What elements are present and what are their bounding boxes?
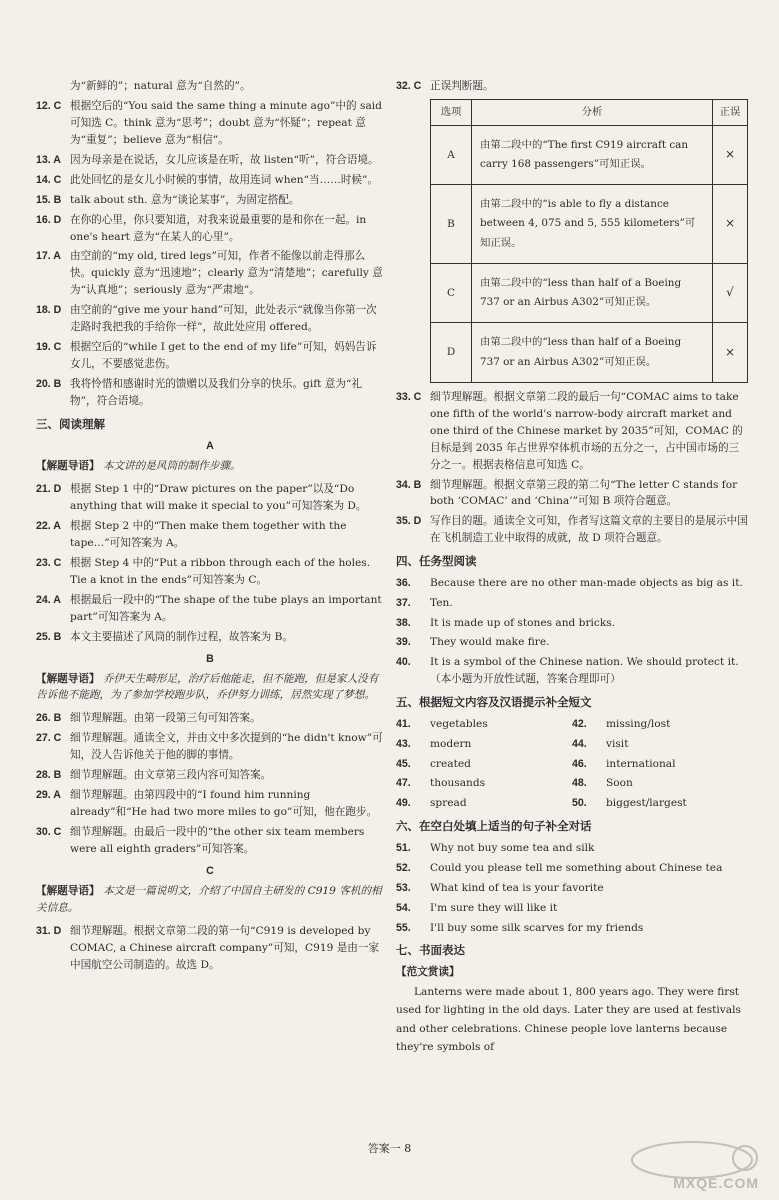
table-cell-analysis: 由第二段中的“less than half of a Boeing 737 or an Airbus A302”可知正误。 [472, 263, 713, 323]
watermark-logo [617, 1138, 767, 1194]
answer-text: 写作目的题。通读全文可知，作者写这篇文章的主要目的是展示中国在飞机制造工业中取得的成就，故 D 项符合题意。 [430, 515, 748, 545]
answer-grid-fill-in [396, 716, 748, 813]
answer-number: 52. [396, 861, 411, 874]
left-column [36, 78, 384, 977]
answer-number: 20. B [36, 378, 62, 390]
answer-text: They would make fire. [430, 636, 550, 649]
answer-text: talk about sth. 意为“谈论某事”，为固定搭配。 [70, 193, 300, 206]
answer-item [572, 775, 748, 792]
judgement-table [430, 99, 748, 383]
answer-item [36, 339, 384, 373]
answer-number: 41. [396, 717, 411, 730]
guide-tag: 【解题导语】 [36, 884, 100, 897]
answer-number: 55. [396, 921, 411, 934]
answer-item [36, 172, 384, 189]
answer-list-task [396, 575, 748, 689]
answer-item [396, 595, 748, 612]
answer-text: 根据空后的“You said the same thing a minute ago”中的 said 可知选 C。think 意为“思考”；doubt 意为“怀疑”；repeat 意为“重复”；believe 意为“相信”。 [70, 99, 382, 146]
answer-pair-row [396, 795, 748, 812]
answer-text: modern [430, 737, 472, 750]
answer-text: Soon [606, 777, 633, 790]
table-cell-analysis: 由第二段中的“less than half of a Boeing 737 or an Airbus A302”可知正误。 [472, 323, 713, 383]
answer-item [36, 302, 384, 336]
answer-item [396, 575, 748, 592]
answer-number: 45. [396, 757, 411, 770]
answer-number: 44. [572, 737, 587, 750]
answer-item [36, 923, 384, 974]
answer-list-c [36, 923, 384, 974]
table-header: 分析 [472, 99, 713, 125]
answer-text: international [606, 757, 676, 770]
section-heading-dialogue: 六、在空白处填上适当的句子补全对话 [396, 819, 592, 834]
answer-number: 28. B [36, 769, 62, 782]
answer-item [396, 716, 572, 733]
answer-text: Ten. [430, 596, 453, 609]
answer-number: 30. C [36, 826, 62, 839]
continued-text: 为“新鲜的”；natural 意为“自然的”。 [70, 80, 251, 92]
table-row [431, 263, 748, 323]
sample-essay-heading: 【范文赏读】 [396, 965, 460, 978]
answer-text: 细节理解题。由最后一段中的“the other six team members were all eighth graders”可知答案。 [70, 826, 365, 855]
guide-tag: 【解题导语】 [36, 460, 100, 473]
answer-text: I'm sure they will like it [430, 901, 558, 914]
answer-number: 23. C [36, 556, 62, 569]
answer-number: 32. C [396, 80, 422, 92]
table-header: 选项 [431, 99, 472, 125]
answer-text: Because there are no other man-made objects as big as it. [430, 576, 743, 589]
right-column [396, 78, 748, 1057]
table-header: 正误 [713, 99, 748, 125]
table-cell-option: A [431, 125, 472, 185]
answer-number: 15. B [36, 193, 62, 206]
answer-item [396, 654, 748, 688]
section-heading-writing: 七、书面表达 [396, 943, 465, 958]
answer-number: 19. C [36, 341, 62, 354]
answer-item [36, 629, 384, 646]
answer-list-reading-c [396, 389, 748, 547]
answer-text: 根据 Step 4 中的“Put a ribbon through each of the holes. Tie a knot in the ends”可知答案为 C。 [70, 556, 371, 586]
answer-item [572, 716, 748, 733]
section-heading-task-reading: 四、任务型阅读 [396, 554, 477, 569]
table-cell-verdict: × [713, 323, 748, 383]
answer-item [36, 98, 384, 149]
answer-text: 细节理解题。由第四段中的“I found him running already”和“He had two more miles to go”可知，他在跑步。 [70, 789, 378, 819]
answer-list-a [36, 481, 384, 645]
answer-item [36, 212, 384, 246]
answer-text: 根据空后的“while I get to the end of my life”可知，妈妈告诉女儿，不要感觉悲伤。 [70, 341, 377, 371]
answer-item [572, 756, 748, 773]
answer-number: 43. [396, 737, 411, 750]
table-cell-option: B [431, 185, 472, 264]
answer-number: 25. B [36, 630, 62, 643]
answer-item [396, 78, 748, 95]
guide-text: 本文是一篇说明文，介绍了中国自主研发的 C919 客机的相关信息。 [36, 884, 382, 914]
answer-number: 16. D [36, 213, 62, 226]
answer-text: It is made up of stones and bricks. [430, 616, 616, 629]
answer-number: 13. A [36, 153, 61, 166]
answer-number: 38. [396, 616, 411, 629]
page-footer: 答案一 8 [367, 1142, 412, 1155]
answer-number: 37. [396, 596, 411, 609]
table-cell-option: D [431, 323, 472, 383]
table-body [431, 125, 748, 382]
answer-item [396, 920, 748, 937]
answer-item [396, 775, 572, 792]
answer-number: 31. D [36, 924, 62, 937]
answer-item [396, 860, 748, 877]
answer-item [396, 795, 572, 812]
answer-text: biggest/largest [606, 797, 687, 810]
answer-item [572, 795, 748, 812]
answer-number: 46. [572, 757, 587, 770]
answer-number: 29. A [36, 789, 61, 802]
answer-number: 40. [396, 656, 411, 669]
answer-item [36, 592, 384, 626]
answer-text: 此处回忆的是女儿小时候的事情，故用连词 when“当……时候”。 [70, 173, 379, 186]
answer-item [396, 840, 748, 857]
answer-text: 根据 Step 2 中的“Then make them together with the tape…”可知答案为 A。 [70, 520, 347, 549]
answer-number: 34. B [396, 478, 422, 491]
answer-pair-row [396, 716, 748, 733]
answer-number: 50. [572, 797, 587, 810]
answer-text: 细节理解题。由第一段第三句可知答案。 [70, 712, 261, 725]
answer-text: 本文主要描述了风筒的制作过程，故答案为 B。 [70, 630, 294, 643]
passage-letter-a: A [206, 440, 214, 453]
answer-text: 在你的心里，你只要知道，对我来说最重要的是和你在一起。in one's heart 意为“在某人的心里”。 [70, 213, 367, 243]
answer-text: 我将怜惜和感谢时光的馈赠以及我们分享的快乐。gift 意为“礼物”，符合语境。 [70, 378, 362, 407]
answer-number: 51. [396, 841, 411, 854]
guide-text: 乔伊天生畸形足，治疗后他能走，但不能跑，但是家人没有告诉他不能跑，为了参加学校跑步队，乔伊努力训练，居然实现了梦想。 [36, 672, 379, 702]
answer-item [396, 477, 748, 511]
answer-number: 33. C [396, 390, 422, 403]
answer-number: 54. [396, 901, 411, 914]
guide-text: 本文讲的是风筒的制作步骤。 [102, 460, 241, 473]
answer-text: thousands [430, 777, 486, 790]
guide-b [36, 671, 384, 705]
answer-number: 21. D [36, 483, 62, 496]
answer-item [396, 880, 748, 897]
answer-item [396, 634, 748, 651]
passage-letter-c: C [206, 864, 214, 877]
table-cell-analysis: 由第二段中的“The first C919 aircraft can carry 168 passengers”可知正误。 [472, 125, 713, 185]
answer-text: vegetables [430, 717, 488, 730]
answer-text: 细节理解题。根据文章第三段的第二句“The letter C stands for both ‘COMAC’ and ‘China’”可知 B 项符合题意。 [430, 478, 738, 508]
table-cell-analysis: 由第二段中的“is able to fly a distance between 4, 075 and 5, 555 kilometers”可知正误。 [472, 185, 713, 264]
answer-item [36, 730, 384, 764]
answer-item [396, 900, 748, 917]
answer-text: It is a symbol of the Chinese nation. We should protect it.（本小题为开放性试题，答案合理即可） [430, 656, 739, 686]
answer-item [36, 152, 384, 169]
answer-text: 细节理解题。根据文章第二段的第一句“C919 is developed by COMAC, a Chinese aircraft company”可知，C919 是由一家中国航空公司制造的。故选 D。 [70, 924, 380, 971]
section-heading-fill-in: 五、根据短文内容及汉语提示补全短文 [396, 695, 592, 710]
answer-text: I'll buy some silk scarves for my friends [430, 921, 644, 934]
answer-item [36, 192, 384, 209]
answer-list-cloze [36, 98, 384, 410]
answer-pair-row [396, 775, 748, 792]
answer-item [36, 248, 384, 299]
guide-a [36, 458, 384, 475]
answer-item [36, 481, 384, 515]
answer-item [396, 736, 572, 753]
answer-text: 细节理解题。由文章第三段内容可知答案。 [70, 769, 272, 782]
answer-number: 22. A [36, 520, 61, 533]
answer-text: Why not buy some tea and silk [430, 841, 595, 854]
answer-item [396, 513, 748, 547]
answer-text: 正误判断题。 [430, 80, 494, 92]
answer-text: 因为母亲是在说话，女儿应该是在听，故 listen“听”，符合语境。 [70, 153, 379, 166]
answer-text: 根据最后一段中的“The shape of the tube plays an important part”可知答案为 A。 [70, 593, 382, 623]
answer-item [396, 389, 748, 474]
answer-item [36, 376, 384, 410]
guide-tag: 【解题导语】 [36, 672, 100, 685]
answer-list-b [36, 710, 384, 858]
answer-number: 27. C [36, 732, 62, 745]
table-row [431, 125, 748, 185]
table-header-row [431, 99, 748, 125]
answer-number: 47. [396, 777, 411, 790]
answer-number: 36. [396, 576, 411, 589]
passage-letter-b: B [206, 652, 214, 665]
table-cell-verdict: √ [713, 263, 748, 323]
table-cell-option: C [431, 263, 472, 323]
answer-item [36, 555, 384, 589]
answer-number: 35. D [396, 515, 422, 528]
answer-text: 细节理解题。根据文章第二段的最后一句“COMAC aims to take one fifth of the world's narrow-body aircraft market and one third of the Chinese market by 2035”可知，COMAC 的目标是到 2035 年占世界窄体机市场的五分之一，占中国市场的三分之一。根据表格信息可知选 C。 [430, 390, 743, 471]
sample-essay-text: Lanterns were made about 1, 800 years ago. They were first used for lighting in the old days. Later they are used at festivals and other celebrations. Chinese people love lanterns because they're symbols of [396, 985, 741, 1054]
answer-pair-row [396, 736, 748, 753]
answer-text: 由空前的“give me your hand”可知，此处表示“就像当你第一次走路时我把我的手给你一样”，故此处应用 offered。 [70, 304, 377, 334]
answer-item [36, 787, 384, 821]
answer-number: 42. [572, 717, 587, 730]
answer-number: 18. D [36, 304, 62, 317]
answer-number: 24. A [36, 593, 61, 606]
answer-list-dialogue [396, 840, 748, 937]
answer-item [36, 824, 384, 858]
answer-pair-row [396, 756, 748, 773]
table-row [431, 323, 748, 383]
answer-number: 49. [396, 797, 411, 810]
answer-number: 17. A [36, 250, 61, 263]
answer-item [396, 756, 572, 773]
answer-number: 39. [396, 636, 411, 649]
answer-text: missing/lost [606, 717, 671, 730]
answer-number: 48. [572, 777, 587, 790]
answer-text: created [430, 757, 471, 770]
answer-item [572, 736, 748, 753]
answer-text: 由空前的“my old, tired legs”可知，作者不能像以前走得那么快。quickly 意为“迅速地”；clearly 意为“清楚地”；carefully 意为“认真地”；seriously 意为“严肃地”。 [70, 250, 383, 297]
answer-item [36, 710, 384, 727]
answer-text: What kind of tea is your favorite [430, 881, 604, 894]
table-cell-verdict: × [713, 125, 748, 185]
answer-number: 14. C [36, 173, 62, 186]
answer-text: spread [430, 797, 467, 810]
watermark-text: MXQE.COM [673, 1175, 759, 1191]
answer-text: 根据 Step 1 中的“Draw pictures on the paper”以及“Do anything that will make it special to you”可知答案为 D。 [70, 483, 367, 513]
answer-text: 细节理解题。通读全文，并由文中多次提到的“he didn't know”可知，没人告诉他关于他的脚的事情。 [70, 732, 383, 762]
section-heading-reading: 三、阅读理解 [36, 416, 105, 431]
table-cell-verdict: × [713, 185, 748, 264]
answer-number: 12. C [36, 99, 62, 112]
guide-c [36, 883, 384, 917]
answer-text: visit [606, 737, 629, 750]
answer-item [36, 767, 384, 784]
answer-number: 53. [396, 881, 411, 894]
table-row [431, 185, 748, 264]
answer-item [36, 518, 384, 552]
answer-item [396, 615, 748, 632]
answer-text: Could you please tell me something about Chinese tea [430, 861, 723, 874]
answer-number: 26. B [36, 712, 62, 725]
